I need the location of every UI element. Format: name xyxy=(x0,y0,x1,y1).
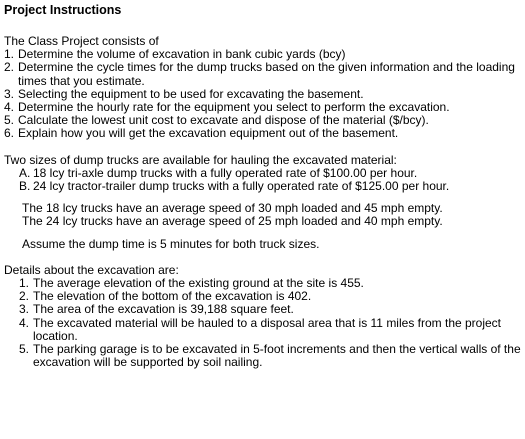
list-item xyxy=(19,180,525,193)
list-text: Calculate the lowest unit cost to excavate and dispose of the material ($/bcy). xyxy=(18,113,429,128)
trucks-intro: Two sizes of dump trucks are available for hauling the excavated material: xyxy=(4,152,397,167)
speed-24-text: The 24 lcy trucks have an average speed of 25 mph loaded and 40 mph empty. xyxy=(22,214,443,229)
list-item xyxy=(19,343,525,369)
list-item xyxy=(19,317,525,343)
list-text: The excavated material will be hauled to a disposal area that is 11 miles from the project location. xyxy=(33,315,502,343)
list-text: Determine the volume of excavation in bank cubic yards (bcy) xyxy=(18,47,346,62)
list-item xyxy=(4,61,525,87)
project-intro: The Class Project consists of xyxy=(4,34,159,48)
list-number: 1. xyxy=(4,47,15,62)
list-text: The area of the excavation is 39,188 square feet. xyxy=(33,302,294,317)
list-item xyxy=(19,303,525,316)
list-letter: B. xyxy=(19,179,31,194)
speed-18-text: The 18 lcy trucks have an average speed of 30 mph loaded and 45 mph empty. xyxy=(22,201,443,216)
list-number: 5. xyxy=(4,113,15,128)
list-text: Explain how you will get the excavation equipment out of the basement. xyxy=(18,126,399,141)
details-intro: Details about the excavation are: xyxy=(4,262,179,277)
list-number: 3. xyxy=(19,302,30,317)
truck-list xyxy=(19,167,525,193)
list-number: 1. xyxy=(19,276,30,291)
project-list xyxy=(4,48,525,140)
list-number: 6. xyxy=(4,126,15,141)
list-text: The average elevation of the existing ground at the site is 455. xyxy=(33,276,364,291)
list-text: 24 lcy tractor-trailer dump trucks with a fully operated rate of $125.00 per hour. xyxy=(33,179,450,194)
list-number: 4. xyxy=(19,315,30,330)
list-text: 18 lcy tri-axle dump trucks with a fully operated rate of $100.00 per hour. xyxy=(33,165,418,180)
list-number: 5. xyxy=(19,342,30,357)
list-text: Selecting the equipment to be used for excavating the basement. xyxy=(18,86,364,101)
document-title: Project Instructions xyxy=(4,3,122,17)
list-text: Determine the hourly rate for the equipment you select to perform the excavation. xyxy=(18,100,450,115)
list-text: The elevation of the bottom of the excavation is 402. xyxy=(33,289,312,304)
list-number: 2. xyxy=(19,289,30,304)
list-letter: A. xyxy=(19,165,31,180)
details-list xyxy=(19,277,525,369)
list-text: The parking garage is to be excavated in 5-foot increments and then the vertical walls of the excavation will be supported by soil nailing. xyxy=(33,342,521,370)
list-item xyxy=(4,127,525,140)
list-text: Determine the cycle times for the dump trucks based on the given information and the loading times that you estimate. xyxy=(18,60,515,88)
list-number: 3. xyxy=(4,86,15,101)
list-number: 2. xyxy=(4,60,15,75)
dump-time-text: Assume the dump time is 5 minutes for both truck sizes. xyxy=(22,236,320,251)
list-number: 4. xyxy=(4,100,15,115)
